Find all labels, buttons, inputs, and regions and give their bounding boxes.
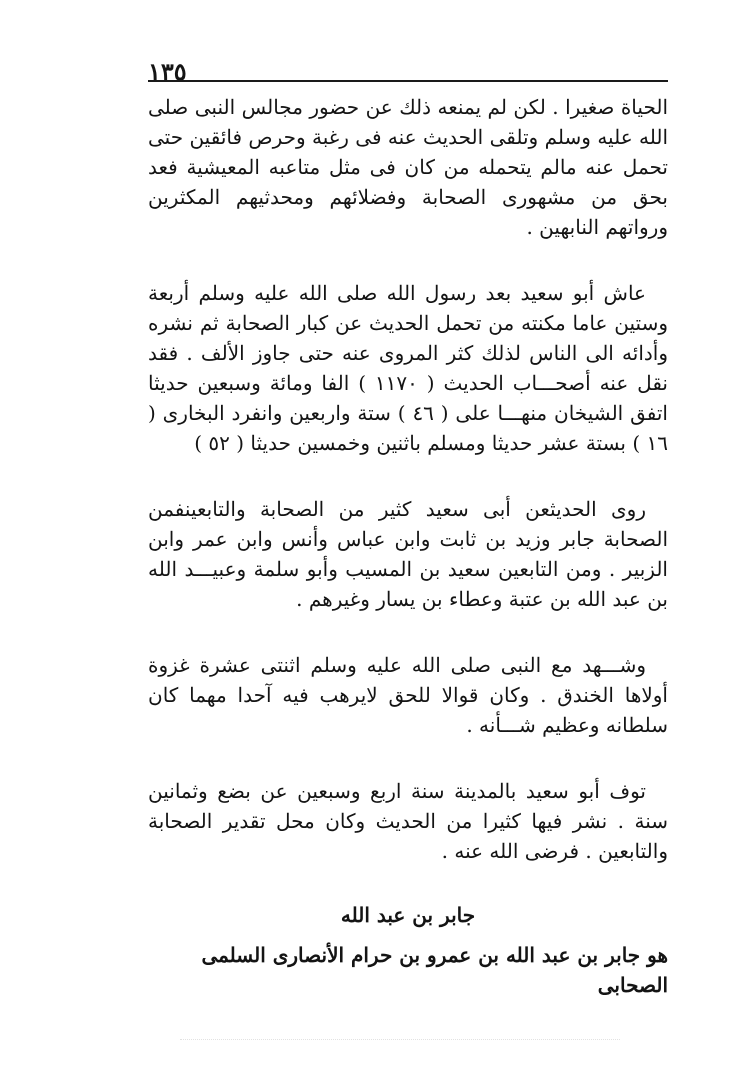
paragraph-abu-said-youth: الحياة صغيرا . لكن لم يمنعه ذلك عن حضور مجالس النبى صلى الله عليه وسلم وتلقى الحديث عنه فى رغبة وحرص فائقين حتى تحمل عنه مالم يتحمله من كان فى مثل متاعبه المعيشية فعد بحق من مشهورى الصحابة وفضلائهم ومحدثيهم المكثرين ورواتهم النابهين . xyxy=(148,95,668,239)
paragraph-abu-said-narrations: عاش أبو سعيد بعد رسول الله صلى الله عليه وسلم أربعة وستين عاما مكنته من تحمل الحديث عن كبار الصحابة ثم نشره وأدائه الى الناس لذلك كثر المروى عنه حتى جاوز الألف . فقد نقل عنه أصحـــاب الحديث ( ١١٧٠ ) الفا ومائة وسبعين حديثا اتفق الشيخان منهـــا على ( ٤٦ ) ستة واربعين وانفرد البخارى ( ١٦ ) بستة عشر حديثا ومسلم باثنين وخمسين حديثا ( ٥٢ ) xyxy=(148,281,669,455)
header-rule xyxy=(148,80,668,82)
section-title: جابر بن عبد الله xyxy=(340,903,476,927)
section-lead-line: هو جابر بن عبد الله بن عمرو بن حرام الأنصارى السلمى الصحابى xyxy=(201,943,668,997)
paragraph-abu-said-narrators: روى الحديثعن أبى سعيد كثير من الصحابة والتابعينفمن الصحابة جابر وزيد بن ثابت وابن عباس وأنس وابن عمر وابن الزبير . ومن التابعين سعيد بن المسيب وأبو سلمة وعبيـــد الله بن عبد الله بن عتبة وعطاء بن يسار وغيرهم . xyxy=(148,497,668,611)
page-number: ١٣٥ xyxy=(148,57,187,86)
page-body xyxy=(148,92,668,1000)
paragraph-abu-said-death: توف أبو سعيد بالمدينة سنة اربع وسبعين عن بضع وثمانين سنة . نشر فيها كثيرا من الحديث وكان محل تقدير الصحابة والتابعين . فرضى الله عنه . xyxy=(148,779,668,863)
paragraph-abu-said-battles: وشـــهد مع النبى صلى الله عليه وسلم اثنتى عشرة غزوة أولاها الخندق . وكان قوالا للحق لايرهب فيه آحدا مهما كان سلطانه وعظيم شـــأنه . xyxy=(148,653,668,737)
scan-speckle-line xyxy=(180,1039,620,1040)
